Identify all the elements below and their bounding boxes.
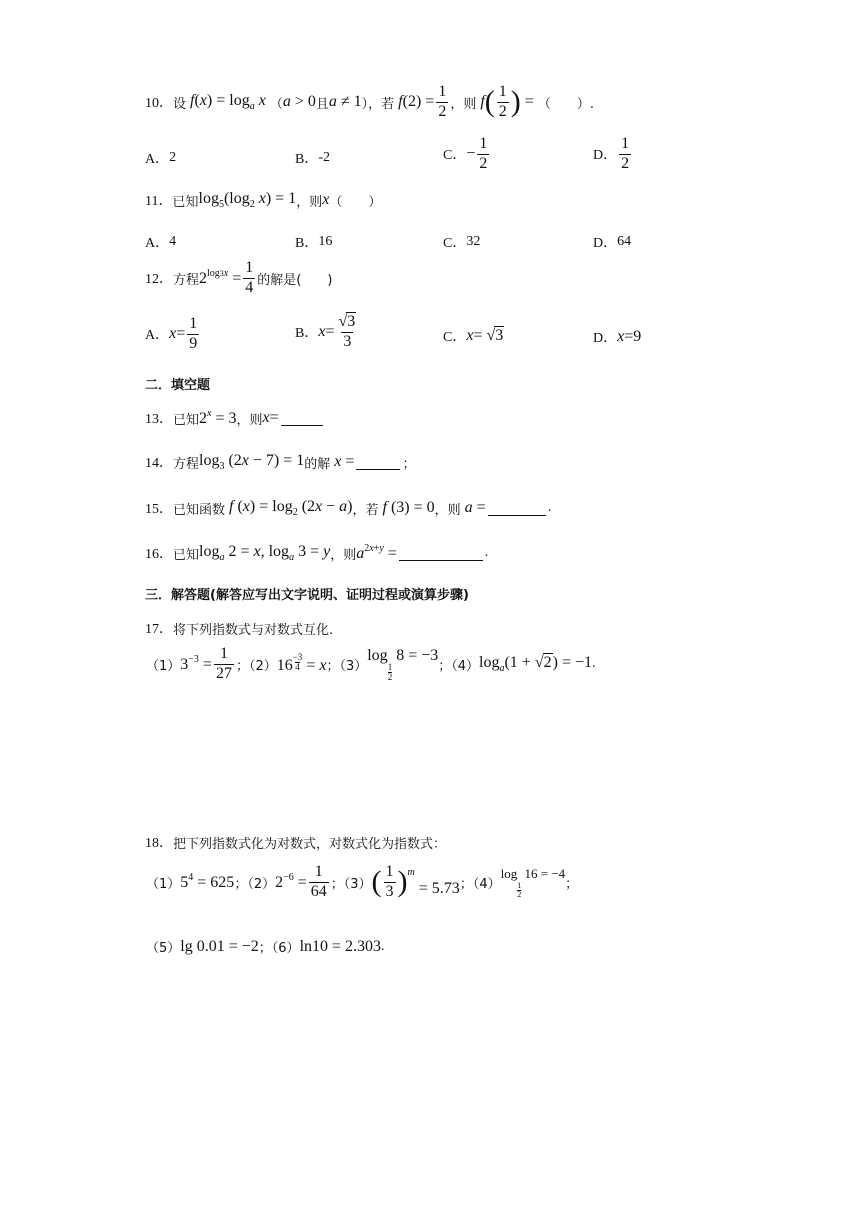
fraction: $\frac{√3}{3}$ [338,313,356,350]
item-label: ；（4） [459,876,501,892]
text: 方程 [173,272,200,288]
text: . [547,500,552,515]
option-d [593,327,641,347]
text: 把下列指数式化为对数式，对数式化为指数式： [173,836,447,852]
text: ，则 [450,96,477,112]
text: 的解是( ) [257,272,333,288]
text: ，则 [434,502,461,518]
option-value: 4 [169,234,177,249]
fraction: $\frac{1}{2}$ [438,83,447,120]
text: . [381,938,385,954]
option-label: C． [443,330,467,345]
option-label: B． [295,236,319,251]
question-12 [145,260,332,297]
option-label: A． [145,328,170,344]
option-c [443,232,480,252]
text: 设 [173,96,187,112]
item-label: （1） [146,876,181,892]
paren: ( [484,85,495,119]
math-expression: $3^{-3}$ = [180,654,212,674]
question-11 [145,190,381,210]
text: ； [402,456,416,472]
question-number: 17． [145,622,173,637]
question-number: 14． [145,456,173,471]
math-expression: ln10 = 2.303 [299,937,382,955]
math-expression: a ≠ 1 [328,93,362,111]
item-label: ；（3） [330,876,372,892]
text: 已知 [173,412,200,428]
fraction: $\frac{1}{64}$ [310,863,327,900]
text: ，则 [296,194,323,210]
question-10 [145,84,594,121]
math-expression: f(2) = [398,93,435,111]
item-label: ；（3） [326,658,368,674]
question-number: 16． [145,547,173,562]
option-a [145,148,176,168]
item-label: ；（6） [258,941,300,956]
option-value: -2 [318,150,331,165]
paren: ) [397,865,408,899]
option-label: C． [443,148,467,164]
fraction: $\frac{1}{2}$ [479,135,488,172]
option-value: 16 [318,234,333,249]
text: 的解 [304,456,331,472]
text: . [591,656,596,672]
question-number: 11． [145,194,173,209]
item-label: ；（2） [234,876,276,892]
math-expression: log $\frac{1}{2}$ 8 = −3 [367,646,439,682]
math-expression: f $(x) = \log_2 (2x - a)$ [229,498,353,518]
math-expression: a = [464,499,486,516]
text: （ [269,96,283,112]
option-a [145,316,201,353]
paren: ( [371,865,382,899]
math-expression: x= √3 [466,327,504,344]
option-d [593,232,631,252]
math-expression: $2^{log3x}$ = [199,268,242,288]
option-label: A． [145,152,170,167]
question-18 [145,832,446,852]
option-b [295,148,330,168]
text: 已知 [172,194,199,210]
text: 将下列指数式与对数式互化. [173,622,334,638]
math-expression: $\log_a(1 + √2) = -1$ [479,654,592,675]
math-expression: $\log_5(\log_2$ x) = 1 [198,190,297,210]
text: ，则 [330,547,357,563]
option-c [443,326,504,346]
text: 方程 [173,456,200,472]
text: = [269,409,279,426]
question-number: 15． [145,502,173,517]
fraction: $\frac{1}{4}$ [245,259,254,296]
text: ，若 [352,502,379,518]
math-expression: $5^4 = 625$ [180,872,235,892]
math-expression: $a^{2x+y}$ = [356,543,397,562]
option-label: B． [295,326,319,342]
question-18-items-row1 [146,864,578,901]
question-number: 12． [145,272,173,288]
text: ，则 [236,412,263,428]
fraction: $\frac{1}{2}$ [621,135,630,172]
item-label: （1） [146,658,181,674]
text: ； [565,876,579,892]
fraction: $\frac{1}{27}$ [215,645,232,682]
answer-blank[interactable] [488,501,546,516]
math-expression: lg 0.01 = −2 [180,937,259,955]
math-expression: x [262,409,270,426]
math-expression: − [466,145,476,163]
text: （ ）. [537,96,594,112]
math-expression: $^m$ = 5.73 [407,866,460,897]
math-expression: x=9 [617,328,642,345]
option-label: D． [593,148,618,164]
text: 已知函数 [173,502,226,518]
answer-blank[interactable] [281,411,323,426]
math-expression: x = [334,453,355,470]
text: （ ） [329,194,382,210]
math-expression: $2^{-6}$ = [275,872,307,892]
section-heading-fill-blank: 二．填空题 [145,378,211,393]
math-expression: log $\frac{1}{2}$ 16 = −4 [500,865,566,899]
math-expression: x= [318,323,335,341]
text: ），若 [361,96,395,112]
option-d [593,136,633,173]
math-expression: a > 0 [282,93,316,111]
item-label: ；（4） [438,658,480,674]
text: 且 [315,96,329,112]
question-17-items [146,646,595,683]
question-number: 13． [145,412,173,427]
option-label: B． [295,152,319,167]
option-value: 32 [466,234,481,249]
fraction: $\frac{1}{3}$ [385,863,394,900]
question-13 [145,408,325,428]
option-label: A． [145,236,170,251]
option-c [443,136,491,173]
question-15 [145,498,551,518]
math-expression: x= [169,325,186,343]
option-label: C． [443,236,467,251]
question-18-items-row2 [146,937,385,956]
question-16 [145,543,488,563]
answer-blank[interactable] [399,546,483,561]
option-value: 64 [617,234,632,249]
option-label: D． [593,331,618,346]
fraction: $\frac{1}{2}$ [498,83,507,120]
option-value: 2 [169,150,177,165]
math-expression: $\log_a 2 = x$, $\log_a 3 = y$ [199,543,331,563]
fraction: $\frac{1}{9}$ [189,315,198,352]
option-a [145,232,176,252]
math-expression: f [480,93,485,111]
option-b [295,232,332,252]
math-expression: $2^x = 3$ [199,408,237,427]
option-b [295,314,360,351]
item-label: ；（2） [235,658,277,674]
paren: ) [510,85,521,119]
text: 已知 [173,547,200,563]
math-expression: 16 $\frac{-3}{4}$ = x [276,652,327,675]
math-expression: x [322,191,330,208]
question-number: 10． [145,96,173,112]
question-number: 18． [145,836,173,851]
math-expression: $\log_3 (2x - 7) = 1$ [199,452,305,472]
text: . [484,545,489,560]
option-label: D． [593,236,618,251]
answer-blank[interactable] [356,455,400,470]
item-label: （5） [146,941,181,956]
section-heading-solutions: 三．解答题(解答应写出文字说明、证明过程或演算步骤) [145,588,469,603]
math-expression: f (3) = 0 [382,499,435,516]
question-17 [145,618,333,638]
math-expression: $f(x) = \log_a x$ [190,92,266,113]
math-expression: = [520,93,538,111]
question-14 [145,452,415,472]
